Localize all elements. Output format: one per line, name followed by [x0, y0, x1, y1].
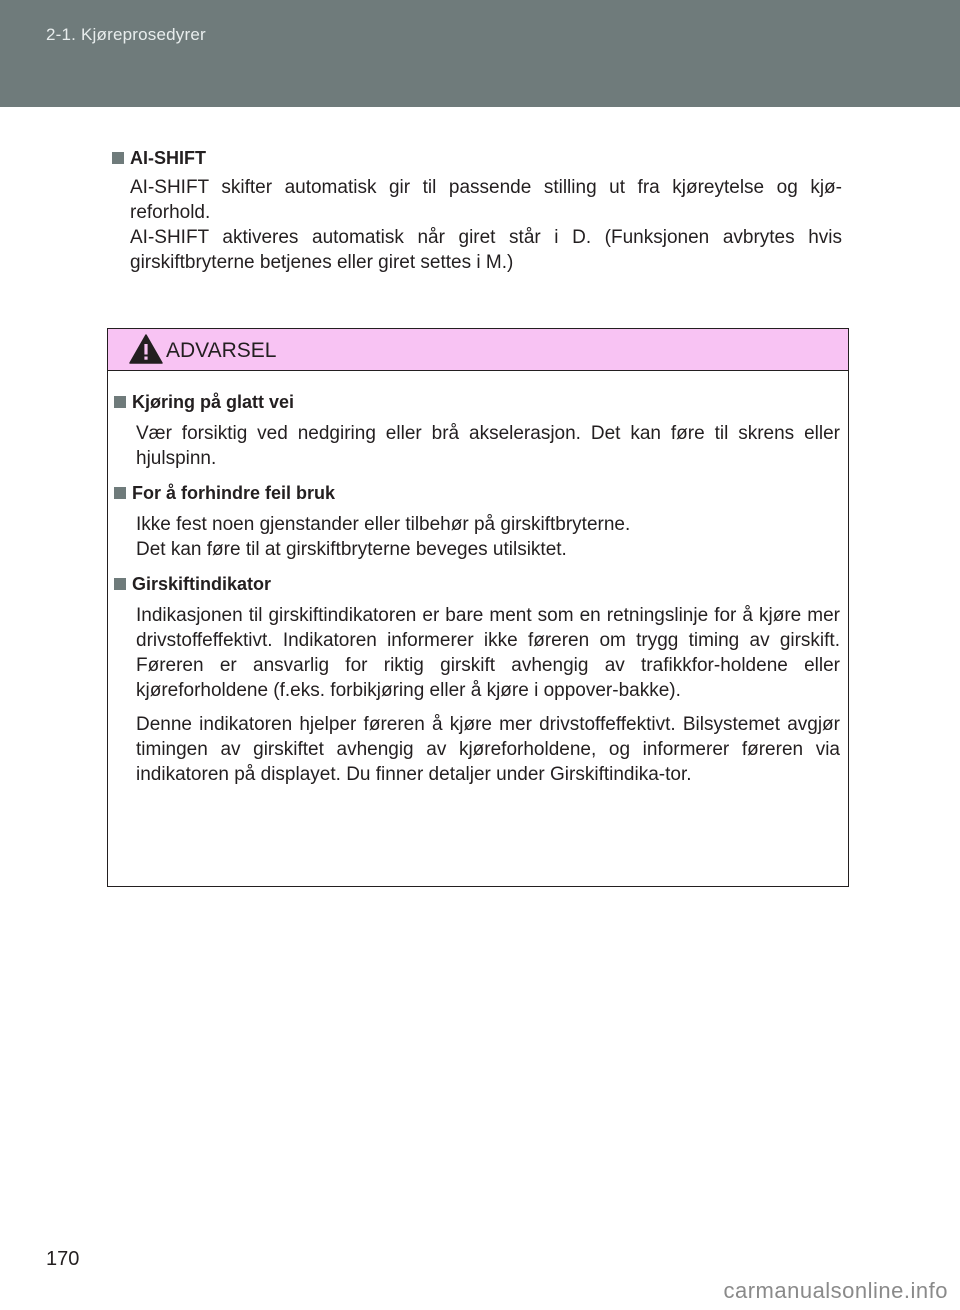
ai-shift-paragraph-2: AI-SHIFT aktiveres automatisk når giret står i D. (Funksjonen avbrytes hvis girskiftbryterne betjenes eller giret settes i M.): [130, 227, 842, 273]
warning-item-heading: [114, 571, 840, 597]
ai-shift-paragraph-1: AI-SHIFT skifter automatisk gir til passende stilling ut fra kjøreytelse og kjø-reforhold.: [130, 177, 842, 223]
warning-item-body: [136, 512, 840, 562]
ai-shift-section: [112, 145, 842, 275]
watermark[interactable]: carmanualsonline.info: [723, 1278, 948, 1303]
warning-item-paragraph: Ikke fest noen gjenstander eller tilbehør på girskiftbryterne.: [136, 514, 631, 535]
warning-item-body: [136, 421, 840, 471]
warning-header: [108, 329, 848, 371]
ai-shift-body: [130, 175, 842, 275]
bullet-square-icon: [114, 396, 126, 408]
warning-item-heading: [114, 389, 840, 415]
warning-item-paragraph: Det kan føre til at girskiftbryterne beveges utilsiktet.: [136, 539, 567, 560]
warning-item: [114, 571, 840, 787]
ai-shift-heading: [112, 145, 842, 171]
warning-item: [114, 480, 840, 562]
warning-triangle-icon: [128, 333, 164, 365]
warning-box: [107, 328, 849, 887]
warning-item-paragraph: Vær forsiktig ved nedgiring eller brå akselerasjon. Det kan føre til skrens eller hjulspinn.: [136, 423, 840, 469]
bullet-square-icon: [114, 487, 126, 499]
warning-item-heading: [114, 480, 840, 506]
warning-item-body: [136, 603, 840, 787]
warning-item-heading-text: Kjøring på glatt vei: [132, 392, 295, 412]
warning-title: ADVARSEL: [166, 339, 277, 362]
warning-body: [108, 371, 848, 787]
section-label: 2-1. Kjøreprosedyrer: [46, 25, 206, 44]
warning-item-paragraph: Indikasjonen til girskiftindikatoren er bare ment som en retningslinje for å kjøre mer drivstoffeffektivt. Indikatoren informerer ikke føreren om trygg timing av girskift. Føreren er ansvarlig for riktig girskift avhengig av trafikkfor-holdene eller kjøreforholdene (f.eks. forbikjøring eller å kjøre i oppover-bakke).: [136, 605, 840, 701]
ai-shift-heading-text: AI-SHIFT: [130, 148, 206, 168]
warning-item: [114, 389, 840, 471]
warning-item-paragraph: Denne indikatoren hjelper føreren å kjøre mer drivstoffeffektivt. Bilsystemet avgjør timingen av girskiftet avhengig av kjøreforholdene, og informerer føreren via indikatoren på displayet. Du finner detaljer under Girskiftindika-tor.: [136, 714, 840, 785]
page-number: 170: [46, 1248, 80, 1270]
warning-item-heading-text: For å forhindre feil bruk: [132, 483, 336, 503]
bullet-square-icon: [114, 578, 126, 590]
header-band: [0, 0, 960, 107]
warning-item-heading-text: Girskiftindikator: [132, 574, 272, 594]
bullet-square-icon: [112, 152, 124, 164]
